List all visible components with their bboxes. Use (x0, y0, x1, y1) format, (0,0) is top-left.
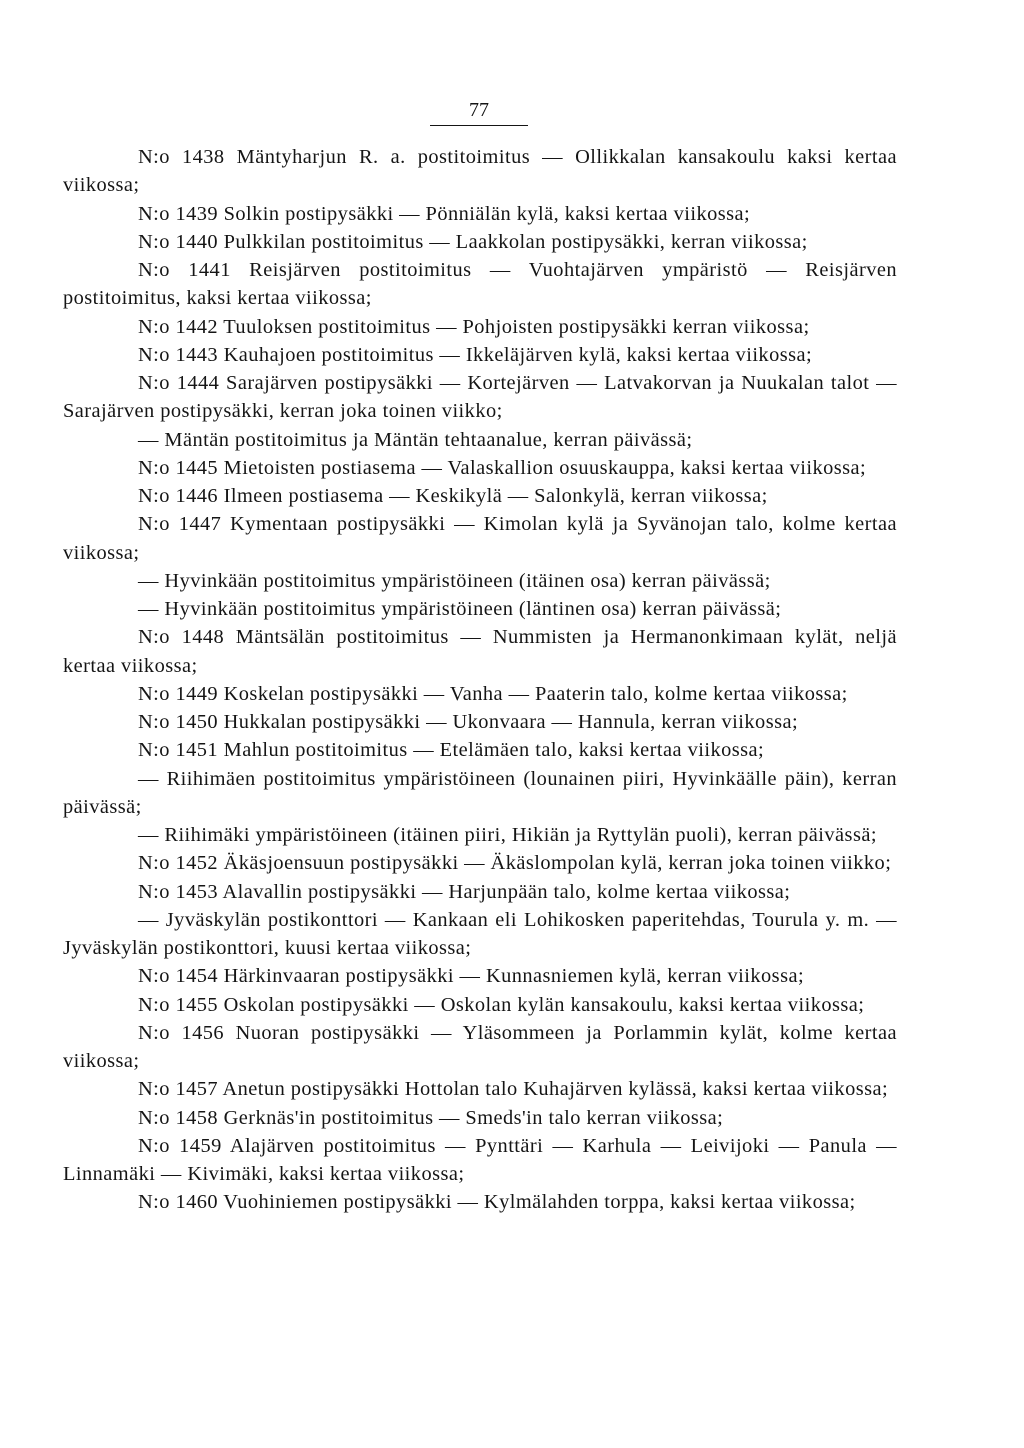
paragraph: N:o 1449 Koskelan postipysäkki — Vanha — Paaterin talo, kolme kertaa viikossa; (138, 682, 848, 705)
page-number: 77 (430, 98, 528, 126)
paragraph: N:o 1448 Mäntsälän postitoimitus — Nummisten ja Hermanonkimaan kylät, neljä kertaa viikossa; (63, 626, 897, 677)
paragraph: — Hyvinkään postitoimitus ympäristöineen (itäinen osa) kerran päivässä; (138, 569, 771, 592)
paragraph: — Hyvinkään postitoimitus ympäristöineen (läntinen osa) kerran päivässä; (138, 598, 782, 620)
paragraph: N:o 1457 Anetun postipysäkki Hottolan talo Kuhajärven kylässä, kaksi kertaa viikossa; (138, 1078, 889, 1101)
paragraph: — Mäntän postitoimitus ja Mäntän tehtaanalue, kerran päivässä; (138, 428, 693, 451)
paragraph: N:o 1450 Hukkalan postipysäkki — Ukonvaara — Hannula, kerran viikossa; (138, 711, 799, 733)
paragraph: N:o 1459 Alajärven postitoimitus — Pynttäri — Karhula — Leivijoki — Panula — Linnamäki — Kivimäki, kaksi kertaa viikossa; (63, 1134, 897, 1185)
paragraph: N:o 1453 Alavallin postipysäkki — Harjunpään talo, kolme kertaa viikossa; (138, 880, 791, 903)
paragraph: N:o 1460 Vuohiniemen postipysäkki — Kylmälahden torppa, kaksi kertaa viikossa; (138, 1191, 856, 1214)
paragraph: N:o 1455 Oskolan postipysäkki — Oskolan kylän kansakoulu, kaksi kertaa viikossa; (138, 993, 865, 1016)
paragraph: — Riihimäen postitoimitus ympäristöineen (lounainen piiri, Hyvinkäälle päin), kerran päivässä; (63, 767, 897, 818)
paragraph: — Jyväskylän postikonttori — Kankaan eli Lohikosken paperitehdas, Tourula y. m. — Jyväskylän postikonttori, kuusi kertaa viikossa; (63, 908, 897, 959)
paragraph: N:o 1447 Kymentaan postipysäkki — Kimolan kylä ja Syvänojan talo, kolme kertaa viikossa; (63, 513, 897, 564)
paragraph: N:o 1451 Mahlun postitoimitus — Etelämäen talo, kaksi kertaa viikossa; (138, 739, 765, 762)
paragraph: N:o 1445 Mietoisten postiasema — Valaskallion osuuskauppa, kaksi kertaa viikossa; (138, 456, 867, 479)
paragraph: N:o 1441 Reisjärven postitoimitus — Vuohtajärven ympäristö — Reisjärven postitoimitus, kaksi kertaa viikossa; (63, 259, 897, 310)
paragraph: N:o 1454 Härkinvaaran postipysäkki — Kunnasniemen kylä, kerran viikossa; (138, 965, 805, 988)
paragraph: N:o 1443 Kauhajoen postitoimitus — Ikkeläjärven kylä, kaksi kertaa viikossa; (138, 343, 813, 366)
paragraph: N:o 1444 Sarajärven postipysäkki — Kortejärven — Latvakorvan ja Nuukalan talot — Sarajärven postipysäkki, kerran joka toinen viikko; (63, 372, 897, 423)
document-body (63, 143, 897, 1217)
paragraph: N:o 1442 Tuuloksen postitoimitus — Pohjoisten postipysäkki kerran viikossa; (138, 315, 810, 338)
paragraph: N:o 1456 Nuoran postipysäkki — Yläsommeen ja Porlammin kylät, kolme kertaa viikossa; (63, 1021, 897, 1072)
paragraph: — Riihimäki ympäristöineen (itäinen piiri, Hikiän ja Ryttylän puoli), kerran päivässä; (138, 824, 877, 846)
paragraph: N:o 1446 Ilmeen postiasema — Keskikylä — Salonkylä, kerran viikossa; (138, 485, 768, 507)
paragraph: N:o 1439 Solkin postipysäkki — Pönniälän kylä, kaksi kertaa viikossa; (138, 202, 751, 225)
paragraph: N:o 1452 Äkäsjoensuun postipysäkki — Äkäslompolan kylä, kerran joka toinen viikko; (138, 852, 892, 875)
paragraph: N:o 1438 Mäntyharjun R. a. postitoimitus — Ollikkalan kansakoulu kaksi kertaa viikossa; (63, 146, 897, 197)
paragraph: N:o 1458 Gerknäs'in postitoimitus — Smeds'in talo kerran viikossa; (138, 1106, 724, 1129)
paragraph: N:o 1440 Pulkkilan postitoimitus — Laakkolan postipysäkki, kerran viikossa; (138, 230, 808, 253)
